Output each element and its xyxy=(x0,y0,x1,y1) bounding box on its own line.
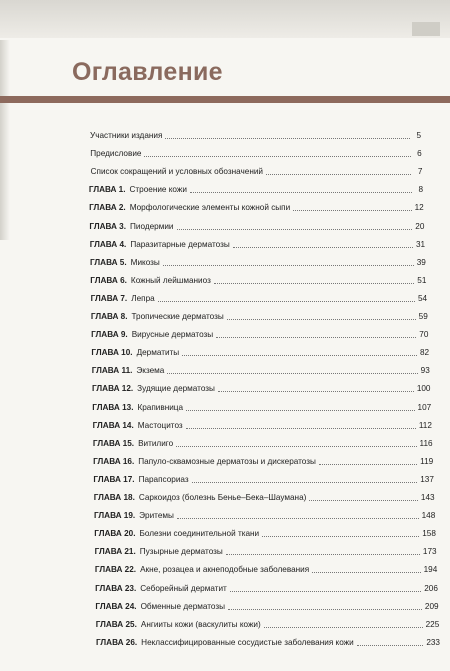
toc-entry xyxy=(96,620,440,630)
toc-chapter-number: ГЛАВА 6. xyxy=(90,275,127,285)
toc-page-number: 70 xyxy=(419,330,429,340)
toc-entry xyxy=(89,185,423,195)
toc-leader-dots xyxy=(182,354,417,356)
toc-page-number: 12 xyxy=(414,203,424,213)
toc-leader-dots xyxy=(192,481,418,483)
toc-page-number: 100 xyxy=(416,384,431,394)
toc-page-number: 82 xyxy=(419,348,430,358)
toc-page-number: 116 xyxy=(419,438,433,448)
toc-entry xyxy=(93,457,433,467)
toc-page-number: 194 xyxy=(423,565,438,575)
toc-leader-dots xyxy=(309,499,418,501)
toc-chapter-number: ГЛАВА 21. xyxy=(94,547,136,557)
toc-entry xyxy=(91,312,428,322)
toc-chapter-number: ГЛАВА 19. xyxy=(94,511,136,521)
toc-entry xyxy=(94,493,435,503)
toc-leader-dots xyxy=(163,264,414,266)
toc-page-number: 31 xyxy=(415,239,426,249)
toc-entry-title: Неклассифицированные сосудистые заболевания кожи xyxy=(141,637,354,647)
toc-entry-title: Предисловие xyxy=(90,149,142,159)
toc-entry xyxy=(91,330,428,340)
toc-page-number: 8 xyxy=(418,185,424,195)
toc-chapter-number: ГЛАВА 1. xyxy=(88,185,126,195)
toc-entry xyxy=(90,149,421,159)
toc-leader-dots xyxy=(167,372,417,374)
toc-entry xyxy=(94,511,435,521)
toc-page-number: 93 xyxy=(420,366,430,376)
toc-entry xyxy=(90,240,425,250)
toc-entry-title: Дерматиты xyxy=(136,348,180,358)
toc-chapter-number: ГЛАВА 3. xyxy=(89,221,127,231)
toc-entry-title: Витилиго xyxy=(138,438,174,448)
toc-chapter-number: ГЛАВА 18. xyxy=(93,493,135,502)
toc-page-number: 143 xyxy=(420,493,435,502)
toc-leader-dots xyxy=(158,300,415,302)
toc-leader-dots xyxy=(216,336,416,338)
toc-page-number: 233 xyxy=(426,637,440,647)
toc-entry-title: Парапсориаз xyxy=(138,474,189,484)
toc-page-number: 209 xyxy=(424,601,439,611)
toc-leader-dots xyxy=(186,409,414,411)
toc-leader-dots xyxy=(186,427,416,429)
toc-entry-title: Болезни соединительной ткани xyxy=(139,529,260,539)
toc-page-number: 54 xyxy=(417,293,428,303)
toc-entry-title: Зудящие дерматозы xyxy=(137,384,215,394)
toc-entry-title: Кожный лейшманиоз xyxy=(130,275,211,285)
toc-chapter-number: ГЛАВА 15. xyxy=(92,438,135,448)
toc-leader-dots xyxy=(218,390,414,392)
toc-chapter-number: ГЛАВА 9. xyxy=(91,330,128,340)
toc-entry xyxy=(93,475,434,485)
toc-leader-dots xyxy=(266,173,411,175)
toc-chapter-number: ГЛАВА 13. xyxy=(92,402,134,412)
toc-leader-dots xyxy=(176,445,416,447)
toc-page-number: 5 xyxy=(416,131,421,140)
toc-entry-title: Микозы xyxy=(130,257,160,267)
toc-entry xyxy=(92,384,431,394)
toc-leader-dots xyxy=(357,644,424,646)
toc-entry-title: Мастоцитоз xyxy=(137,420,183,430)
toc-leader-dots xyxy=(228,608,422,610)
toc-entry xyxy=(92,366,430,376)
toc-chapter-number: ГЛАВА 11. xyxy=(91,366,133,376)
toc-entry xyxy=(90,276,426,286)
toc-chapter-number: ГЛАВА 10. xyxy=(91,348,133,358)
toc-entry-title: Саркоидоз (болезнь Бенье–Бека–Шаумана) xyxy=(138,493,307,502)
toc-leader-dots xyxy=(165,137,410,139)
toc-leader-dots xyxy=(177,228,413,230)
toc-page-number: 206 xyxy=(424,583,438,593)
toc-entry-title: Строение кожи xyxy=(129,185,187,195)
toc-leader-dots xyxy=(312,571,420,573)
toc-entry xyxy=(93,421,432,431)
toc-leader-dots xyxy=(233,246,413,248)
toc-chapter-number: ГЛАВА 16. xyxy=(93,456,135,466)
toc-entry-title: Лепра xyxy=(131,293,155,303)
toc-entry xyxy=(90,131,421,141)
toc-chapter-number: ГЛАВА 24. xyxy=(95,601,137,611)
toc-page-number: 59 xyxy=(418,312,428,321)
toc-entry-title: Участники издания xyxy=(90,131,163,140)
toc-chapter-number: ГЛАВА 20. xyxy=(94,529,136,539)
toc-entry-title: Паразитарные дерматозы xyxy=(130,239,230,249)
toc-entry xyxy=(95,602,438,612)
toc-chapter-number: ГЛАВА 25. xyxy=(95,619,137,629)
toc-chapter-number: ГЛАВА 4. xyxy=(89,239,127,249)
toc-leader-dots xyxy=(319,463,417,465)
toc-page-number: 158 xyxy=(422,529,436,539)
toc-entry xyxy=(92,403,431,413)
toc-entry xyxy=(94,529,436,539)
toc-leader-dots xyxy=(144,155,410,157)
toc-chapter-number: ГЛАВА 14. xyxy=(92,420,134,430)
toc-entry-title: Эритемы xyxy=(139,511,174,521)
toc-entry xyxy=(95,584,438,594)
toc-page-number: 7 xyxy=(417,167,423,177)
toc-entry-title: Себорейный дерматит xyxy=(140,583,227,593)
toc-page-number: 6 xyxy=(417,149,422,159)
toc-entry xyxy=(95,565,437,575)
toc-page-number: 148 xyxy=(421,511,436,521)
toc-entry-title: Тропические дерматозы xyxy=(131,312,224,321)
toc-entry xyxy=(91,294,428,304)
toc-entry xyxy=(89,222,424,232)
toc-chapter-number: ГЛАВА 26. xyxy=(96,637,138,647)
toc-entry-title: Крапивница xyxy=(137,402,184,412)
page-title: Оглавление xyxy=(72,58,223,86)
toc-entry-title: Пиодермии xyxy=(130,221,174,231)
toc-page-number: 20 xyxy=(415,221,425,231)
toc-leader-dots xyxy=(214,282,414,284)
toc-chapter-number: ГЛАВА 17. xyxy=(93,474,135,484)
toc-leader-dots xyxy=(226,553,420,555)
toc-leader-dots xyxy=(227,318,416,320)
toc-entry-title: Пузырные дерматозы xyxy=(139,547,223,557)
toc-leader-dots xyxy=(190,191,412,193)
toc-chapter-number: ГЛАВА 8. xyxy=(90,312,128,321)
toc-entry-title: Морфологические элементы кожной сыпи xyxy=(129,203,291,213)
toc-leader-dots xyxy=(262,535,419,537)
toc-page-number: 137 xyxy=(420,474,434,484)
toc-entry-title: Папуло-сквамозные дерматозы и дискератозы xyxy=(138,456,316,466)
toc-chapter-number: ГЛАВА 22. xyxy=(94,565,137,575)
toc-entry xyxy=(90,258,426,268)
toc-entry xyxy=(91,167,423,177)
toc-page-number: 112 xyxy=(418,420,432,430)
toc-page-number: 225 xyxy=(425,619,440,629)
toc-entry-title: Обменные дерматозы xyxy=(140,601,226,611)
toc-entry-title: Акне, розацеа и акнеподобные заболевания xyxy=(140,565,310,575)
toc-page-number: 51 xyxy=(417,275,427,285)
toc-chapter-number: ГЛАВА 23. xyxy=(95,583,137,593)
toc-chapter-number: ГЛАВА 12. xyxy=(92,384,134,394)
toc-page-number: 107 xyxy=(417,402,432,412)
toc-chapter-number: ГЛАВА 5. xyxy=(90,257,127,267)
toc-entry-title: Экзема xyxy=(136,366,165,376)
toc-entry xyxy=(89,203,424,213)
toc-page-number: 173 xyxy=(422,547,437,557)
toc-entry xyxy=(93,439,433,449)
toc-leader-dots xyxy=(293,209,411,211)
toc-chapter-number: ГЛАВА 7. xyxy=(90,293,128,303)
toc-leader-dots xyxy=(264,626,423,628)
toc-page-number: 119 xyxy=(420,456,434,466)
toc-entry xyxy=(91,348,429,358)
toc-leader-dots xyxy=(177,517,419,519)
toc-entry-title: Вирусные дерматозы xyxy=(131,330,214,340)
toc-entry-title: Список сокращений и условных обозначений xyxy=(90,167,264,177)
toc-page-number: 39 xyxy=(416,257,426,267)
toc-chapter-number: ГЛАВА 2. xyxy=(89,203,126,213)
toc-leader-dots xyxy=(230,590,421,592)
toc-entry xyxy=(96,638,440,648)
toc-entry xyxy=(95,547,437,557)
toc-entry-title: Ангииты кожи (васкулиты кожи) xyxy=(140,619,261,629)
